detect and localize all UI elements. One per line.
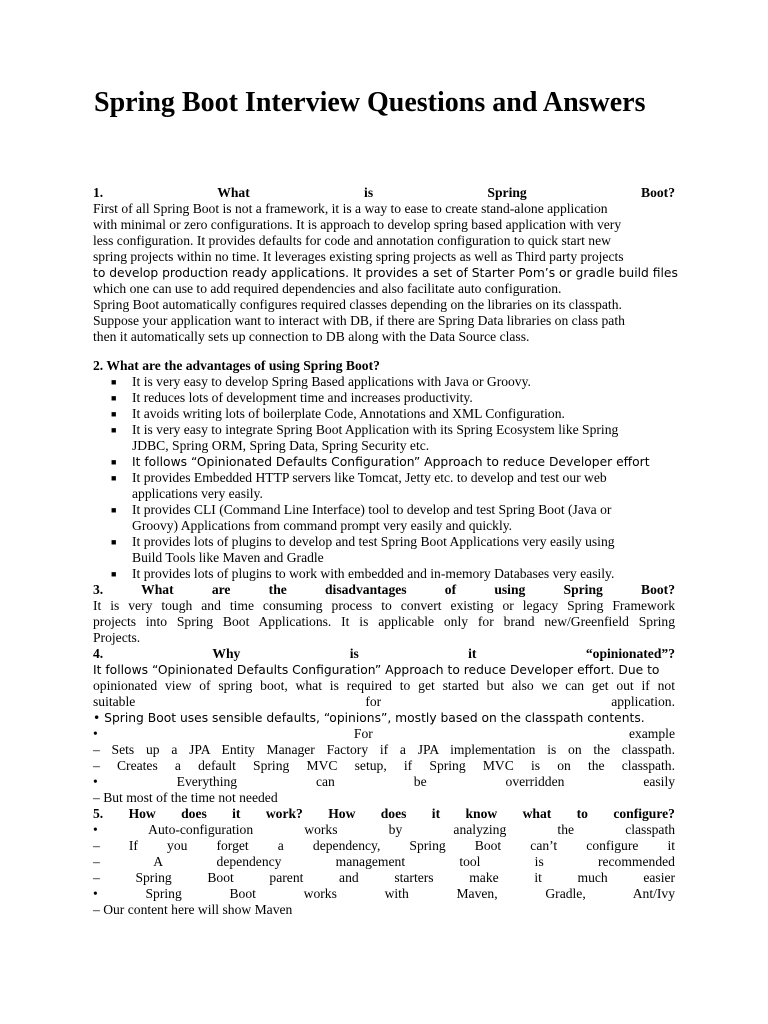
q5-heading: 5. How does it work? How does it know what to configure? <box>93 806 675 821</box>
q2-heading: 2. What are the advantages of using Spring Boot? <box>93 358 380 373</box>
q5-line: – If you forget a dependency, Spring Boot can’t configure it <box>93 838 676 853</box>
q1-line: which one can use to add required dependencies and also facilitate auto configuration. <box>93 281 562 296</box>
q1-line: Suppose your application want to interact with DB, if there are Spring Data libraries on class path <box>93 313 625 328</box>
list-item: ■ It provides lots of plugins to work with embedded and in-memory Databases very easily. <box>111 566 615 581</box>
q1-line: First of all Spring Boot is not a framework, it is a way to ease to create stand-alone application <box>93 201 608 216</box>
q5-line: – Our content here will show Maven <box>93 902 293 917</box>
bullet-icon: ■ <box>111 537 117 547</box>
list-item: ■ It is very easy to integrate Spring Boot Application with its Spring Ecosystem like Spring JDBC, Spring ORM, Spring Data, Spring Security etc. <box>111 422 619 453</box>
bullet-icon: ■ <box>111 457 117 467</box>
q5-line: • Auto-configuration works by analyzing the classpath <box>93 822 676 837</box>
document-title: Spring Boot Interview Questions and Answers <box>94 87 646 118</box>
q3-heading: 3. What are the disadvantages of using Spring Boot? <box>93 582 675 597</box>
list-item: ■ It provides lots of plugins to develop and test Spring Boot Applications very easily using Build Tools like Maven and Gradle <box>111 534 615 565</box>
q1-line: less configuration. It provides defaults for code and annotation configuration to quick start new <box>93 233 611 248</box>
q4-line: • Everything can be overridden easily <box>93 774 676 789</box>
q1-heading: 1. What is Spring Boot? <box>93 185 675 200</box>
q1-line: spring projects within no time. It leverages existing spring projects as well as Third party projects <box>93 249 624 264</box>
list-item: ■ It is very easy to develop Spring Based applications with Java or Groovy. <box>111 374 531 389</box>
q4-line: suitable for application. <box>93 694 675 709</box>
q4-line: • Spring Boot uses sensible defaults, “opinions”, mostly based on the classpath contents. <box>93 711 645 725</box>
q5-line: – A dependency management tool is recommended <box>93 854 675 869</box>
list-item: ■ It provides CLI (Command Line Interface) tool to develop and test Spring Boot (Java or Groovy) Applications from command prompt very easily and quickly. <box>111 502 612 533</box>
q4-line: • For example <box>93 726 675 741</box>
q1-line: then it automatically sets up connection to DB along with the Data Source class. <box>93 329 530 344</box>
q4-line: opinionated view of spring boot, what is required to get started but also we can get out if not <box>93 678 675 693</box>
q5-line: – Spring Boot parent and starters make it much easier <box>93 870 676 885</box>
q4-line: It follows “Opinionated Defaults Configuration” Approach to reduce Developer effort. Due to <box>93 663 660 677</box>
document-body <box>93 185 678 918</box>
bullet-icon: ■ <box>111 505 117 515</box>
q1-line: to develop production ready applications. It provides a set of Starter Pom’s or gradle build files <box>93 266 678 280</box>
list-item: ■ It avoids writing lots of boilerplate Code, Annotations and XML Configuration. <box>111 406 565 421</box>
q4-heading: 4. Why is it “opinionated”? <box>93 646 675 661</box>
bullet-icon: ■ <box>111 569 117 579</box>
q4-line: – Creates a default Spring MVC setup, if Spring MVC is on the classpath. <box>93 758 675 773</box>
q1-line: Spring Boot automatically configures required classes depending on the libraries on its classpath. <box>93 297 622 312</box>
q4-line: – But most of the time not needed <box>93 790 278 805</box>
list-item: ■ It reduces lots of development time and increases productivity. <box>111 390 473 405</box>
q3-line: Projects. <box>93 630 141 645</box>
bullet-icon: ■ <box>111 473 117 483</box>
bullet-icon: ■ <box>111 425 117 435</box>
q1-line: with minimal or zero configurations. It is approach to develop spring based application with very <box>93 217 622 232</box>
list-item: ■ It provides Embedded HTTP servers like Tomcat, Jetty etc. to develop and test our web applications very easily. <box>111 470 607 501</box>
bullet-icon: ■ <box>111 377 117 387</box>
list-item: ■ It follows “Opinionated Defaults Configuration” Approach to reduce Developer effort <box>111 455 650 469</box>
q5-line: • Spring Boot works with Maven, Gradle, Ant/Ivy <box>93 886 675 901</box>
bullet-icon: ■ <box>111 409 117 419</box>
q3-line: It is very tough and time consuming process to convert existing or legacy Spring Framework <box>93 598 675 613</box>
bullet-icon: ■ <box>111 393 117 403</box>
q4-line: – Sets up a JPA Entity Manager Factory if a JPA implementation is on the classpath. <box>93 742 675 757</box>
q3-line: projects into Spring Boot Applications. It is applicable only for brand new/Greenfield Spring <box>93 614 675 629</box>
